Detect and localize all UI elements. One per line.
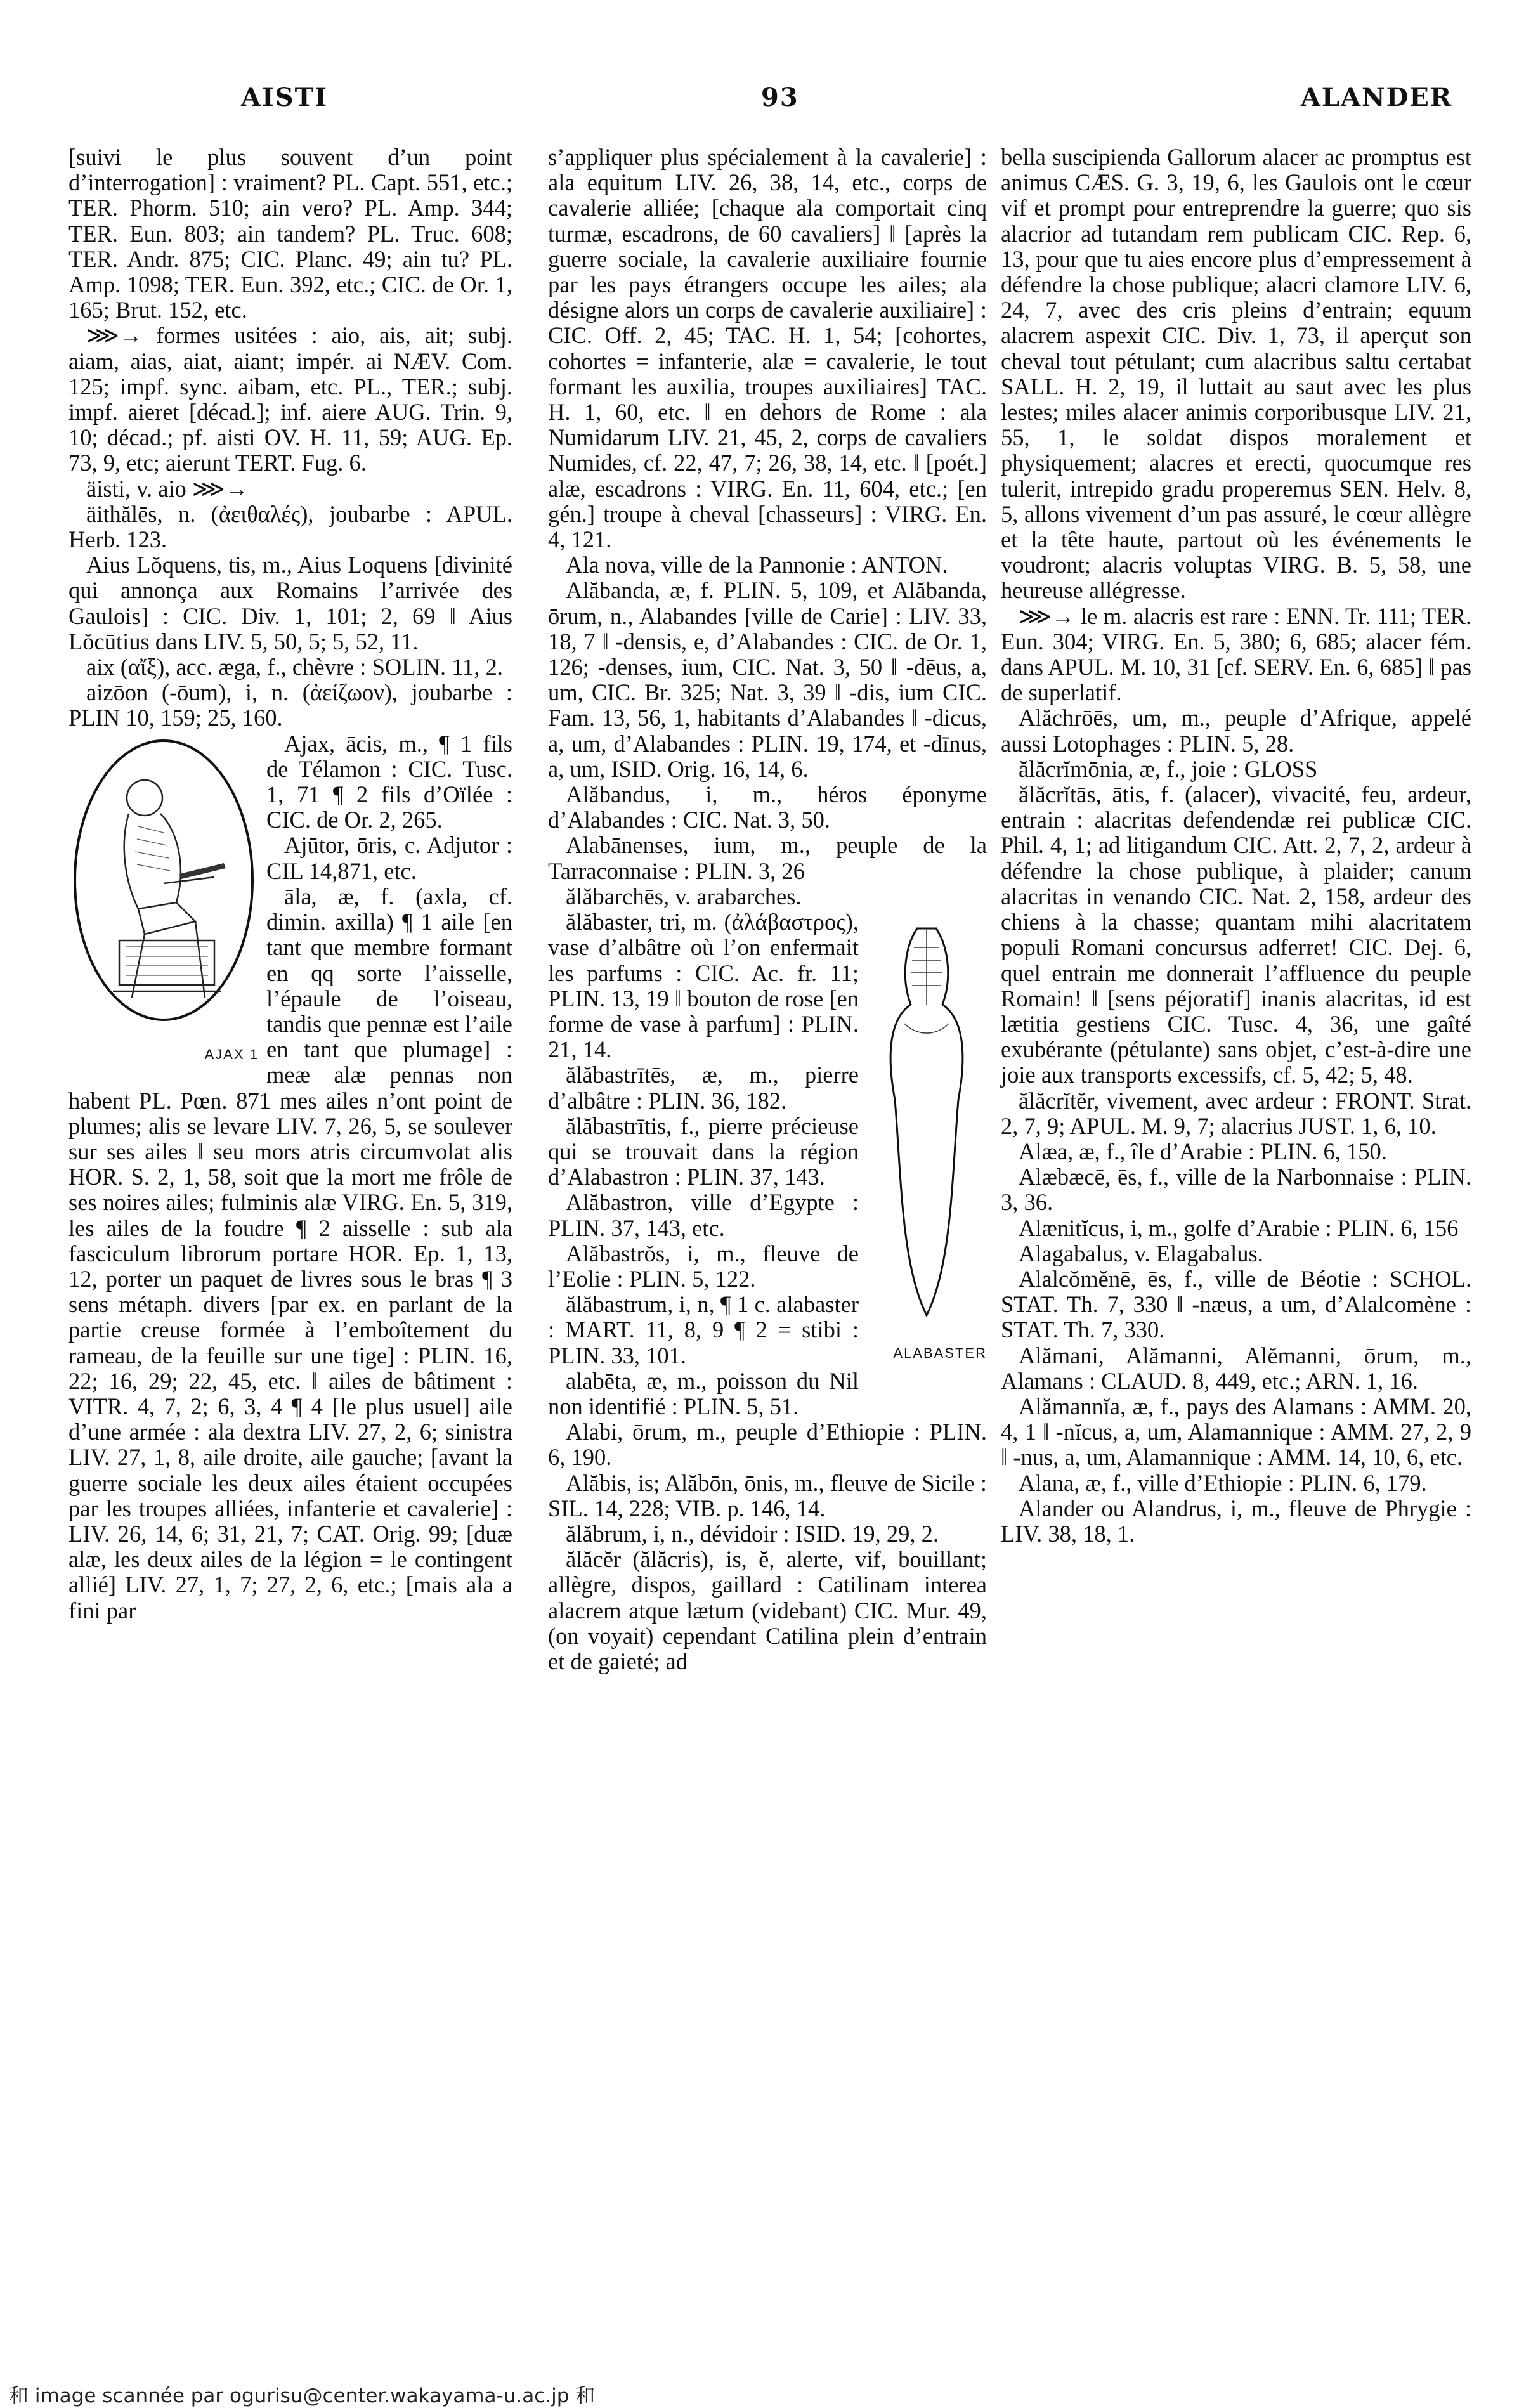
entry-alabrum: ălăbrum, i, n., dévidoir : ISID. 19, 29, 2. [566,1520,939,1547]
entry-alabis: Alăbis, is; Alăbōn, ōnis, m., fleuve de Sicile : SIL. 14, 228; VIB. p. 146, 14. [548,1469,987,1521]
entry-alacrimonia: ălăcrĭmōnia, æ, f., joie : GLOSS [1019,755,1318,782]
entry-ajutor: Ajūtor, ōris, c. Adjutor : CIL 14,871, etc. [266,832,512,884]
scan-credit-footer: 和 image scannée par ogurisu@center.wakayama-u.ac.jp 和 [9,2385,596,2407]
entry-alabeta: alabēta, æ, m., poisson du Nil non identifié : PLIN. 5, 51. [548,1367,859,1419]
entry-alacer: ălăcĕr (ălăcris), is, ĕ, alerte, vif, bouillant; allègre, dispos, gaillard : Catilinam interea alacrem atque lætum (videbant) CIC. Mur. 49, (on voyait) cependant Catilina plein d’entrain et de gaieté; ad [548,1546,987,1674]
entry-aithales: äithălēs, n. (ἀειθαλές), joubarbe : APUL. Herb. 123. [68,500,512,553]
entry-alacer-continued: bella suscipienda Gallorum alacer ac promptus est animus CÆS. G. 3, 19, 6, les Gaulois ont le cœur vif et prompt pour entreprendre la guerre; quo sis alacrior ad tutandam rem publicam CIC. Rep. 6, 13, pour que tu aies encore plus d’empressement à défendre la chose publique; alacri clamore LIV. 6, 24, 7, avec des cris pleins d’entrain; equum alacrem aspexit CIC. Div. 1, 73, il aperçut son cheval tout pétulant; cum alacribus saltu certabat SALL. H. 2, 19, il luttait au saut avec les plus lestes; miles alacer animis corporibusque LIV. 21, 55, 1, le soldat dispos moralement et physiquement; alacres et erecti, quocumque res tulerit, intrepido gradu properemus SEN. Helv. 8, 5, allons vivement d’un pas assuré, le cœur allègre et la tête haute, partout où les événements le voudront; alacris voluptas VIRG. B. 5, 58, une heureuse allégresse. [1001,144,1471,604]
entry-alaeniticus: Alænitĭcus, i, m., golfe d’Arabie : PLIN. 6, 156 [1019,1214,1459,1241]
column-right [1001,145,1471,1547]
header-left-word: AISTI [241,82,329,112]
entry-forms-note: ⋙→ formes usitées : aio, ais, ait; subj. aiam, aias, aiat, aiant; impér. ai NÆV. Com. 125; impf. sync. aibam, etc. PL., TER.; subj. impf. aieret [décad.]; inf. aiere AUG. Trin. 9, 10; décad.; pf. aisti OV. H. 11, 59; AUG. Ep. 73, 9, etc; aierunt TERT. Fug. 6. [68,322,512,476]
alabaster-caption: ALABASTER [893,1345,987,1362]
entry-alander: Alander ou Alandrus, i, m., fleuve de Phrygie : LIV. 38, 18, 1. [1001,1495,1471,1547]
entry-alagabalus: Alagabalus, v. Elagabalus. [1019,1240,1263,1266]
entry-alabanenses: Alabānenses, ium, m., peuple de la Tarraconnaise : PLIN. 3, 26 [548,832,987,884]
entry-alabastrum: ălăbastrum, i, n, ¶ 1 c. alabaster : MART. 11, 8, 9 ¶ 2 = stibi : PLIN. 33, 101. [548,1291,859,1369]
entry-alabi: Alabi, ōrum, m., peuple d’Ethiopie : PLIN. 6, 190. [548,1419,987,1471]
entry-alabandus: Alăbandus, i, m., héros éponyme d’Alabandes : CIC. Nat. 3, 50. [548,781,987,833]
entry-alamannia: Alămannĭa, æ, f., pays des Alamans : AMM. 20, 4, 1 ‖ -nĭcus, a, um, Alamannique : AMM. 27, 2, 9 ‖ -nus, a, um, Alamannique : AMM. 14, 10, 6, etc. [1001,1393,1471,1471]
entry-alabanda: Alăbanda, æ, f. PLIN. 5, 109, et Alăbanda, ōrum, n., Alabandes [ville de Carie] : LIV. 33, 18, 7 ‖ -densis, e, d’Alabandes : CIC. de Or. 1, 126; -denses, ium, CIC. Nat. 3, 50 ‖ -dēus, a, um, CIC. Br. 325; Nat. 3, 39 ‖ -dis, ium CIC. Fam. 13, 56, 1, habitants d’Alabandes ‖ -dicus, a, um, d’Alabandes : PLIN. 19, 174, et -dīnus, a, um, ISID. Orig. 16, 14, 6. [548,577,987,782]
entry-alana: Alana, æ, f., ville d’Ethiopie : PLIN. 6, 179. [1019,1469,1427,1496]
entry-ala-continued: s’appliquer plus spécialement à la cavalerie] : ala equitum LIV. 26, 38, 14, etc., corps de cavalerie alliée; [chaque ala comportait cinq turmæ, escadrons, de 60 cavaliers] ‖ [après la guerre sociale, la cavalerie auxiliaire fournie par les pays étrangers occupe les ailes; ala désigne alors un corps de cavalerie auxiliaire] : CIC. Off. 2, 45; TAC. H. 1, 54; [cohortes, cohortes = infanterie, alæ = cavalerie, le tout formant les auxilia, troupes auxiliaires] TAC. H. 1, 60, etc. ‖ en dehors de Rome : ala Numidarum LIV. 21, 45, 2, corps de cavaliers Numides, cf. 22, 47, 7; 26, 38, 14, etc. ‖ [poét.] alæ, escadrons : VIRG. En. 11, 604, etc.; [en gén.] troupe à cheval [chasseurs] : VIRG. En. 4, 121. [548,144,987,553]
entry-alabastritis: ălăbastrītis, f., pierre précieuse qui se trouvait dans la région d’Alabastron : PLIN. 37, 143. [548,1112,859,1190]
entry-continuation: [suivi le plus souvent d’un point d’interrogation] : vraiment? PL. Capt. 551, etc.; TER. Phorm. 510; ain vero? PL. Amp. 344; TER. Eun. 803; ain tandem? PL. Truc. 608; TER. Andr. 875; CIC. Planc. 49; ain tu? PL. Amp. 1098; TER. Eun. 392, etc.; CIC. de Or. 1, 165; Brut. 152, etc. [68,144,512,323]
entry-alacriter: ălăcrĭtĕr, vivement, avec ardeur : FRONT. Strat. 2, 7, 9; APUL. M. 9, 7; alacrius JUST. 1, 6, 10. [1001,1087,1471,1139]
entry-ajax: Ajax, ācis, m., ¶ 1 fils de Télamon : CIC. Tusc. 1, 71 ¶ 2 fils d’Oïlée : CIC. de Or. 2, 265. [266,730,512,833]
entry-alabastrites: ălăbastrītēs, æ, m., pierre d’albâtre : PLIN. 36, 182. [548,1062,859,1114]
entry-ala-nova: Ala nova, ville de la Pannonie : ANTON. [566,552,948,578]
entry-aizoon: aizōon (-ōum), i, n. (ἀείζωον), joubarbe : PLIN 10, 159; 25, 160. [68,679,512,731]
entry-alalcomene: Alalcŏmĕnē, ēs, f., ville de Béotie : SCHOL. STAT. Th. 7, 330 ‖ -næus, a um, d’Alalcomène : STAT. Th. 7, 330. [1001,1265,1471,1343]
entry-alaebaece: Alæbæcē, ēs, f., ville de la Narbonnaise : PLIN. 3, 36. [1001,1164,1471,1216]
entry-alaea: Alæa, æ, f., île d’Arabie : PLIN. 6, 150. [1019,1138,1387,1164]
ajax-illustration [68,731,259,1067]
entry-aius-loquens: Aius Lŏquens, tis, m., Aius Loquens [divinité qui annonça aux Romains l’arrivée des Gaulois] : CIC. Div. 1, 101; 2, 69 ‖ Aius Lŏcūtius dans LIV. 5, 50, 5; 5, 52, 11. [68,552,512,654]
alabaster-illustration [866,909,987,1366]
entry-ala: āla, æ, f. (axla, cf. dimin. axilla) ¶ 1 aile [en tant que membre formant en qq sorte l’aisselle, l’épaule de l’oiseau, tandis que pennæ est l’aile en tant que plumage] : meæ alæ pennas non habent PL. Pœn. 871 mes ailes n’ont point de plumes; alis se levare LIV. 7, 26, 5, se soulever sur ses ailes ‖ seu mors atris circumvolat alis HOR. S. 2, 1, 58, soit que la mort me frôle de ses noires ailes; fulminis alæ VIRG. En. 5, 319, les ailes de la foudre ¶ 2 aisselle : sub ala fasciculum librorum portare HOR. Ep. 1, 13, 12, porter un paquet de livres sous le bras ¶ 3 sens métaph. divers [par ex. en parlant de la partie creuse formée à l’emboîtement du rameau, de la feuille sur une tige] : PLIN. 16, 22; 16, 29; 22, 45, etc. ‖ ailes de bâtiment : VITR. 4, 7, 2; 6, 3, 4 ¶ 4 [le plus usuel] aile d’une armée : ala dextra LIV. 27, 2, 6; sinistra LIV. 27, 1, 8, aile droite, aile gauche; [avant la guerre sociale les deux ailes étaient occupées par les troupes alliées, infanterie et cavalerie] : LIV. 26, 14, 6; 31, 21, 7; CAT. Orig. 99; [duæ alæ, les deux ailes de la légion = le contingent allié] LIV. 27, 1, 7; 27, 2, 6, etc.; [mais ala a fini par [68,883,512,1624]
entry-alabastros: Alăbastrŏs, i, m., fleuve de l’Eolie : PLIN. 5, 122. [548,1240,859,1292]
column-left [68,145,512,1624]
page-number: 93 [761,82,799,112]
entry-alacritas: ălăcrĭtās, ātis, f. (alacer), vivacité, feu, ardeur, entrain : alacritas defendendæ rei publicæ CIC. Phil. 4, 1; ad litigandum CIC. Att. 2, 7, 2, ardeur à défendre la chose publique, à plaider; canum alacritas in venando CIC. Nat. 2, 158, ardeur des chiens à la chasse; quantam mihi alacritatem populi Romani concursus adferret! CIC. Dej. 6, quel entrain me donnerait l’affluence du peuple Romain! ‖ [sens péjoratif] inanis alacritas, id est lætitia gestiens CIC. Tusc. 4, 36, une gaîté exubérante (pétulante) sans objet, c’est-à-dire une joie aux transports excessifs, cf. 5, 42; 5, 48. [1001,781,1471,1088]
entry-aisti: äisti, v. aio ⋙→ [86,475,249,502]
entry-alacer-note: ⋙→ le m. alacris est rare : ENN. Tr. 111; TER. Eun. 304; VIRG. En. 5, 380; 6, 685; alacer fém. dans APUL. M. 10, 31 [cf. SERV. En. 6, 685] ‖ pas de superlatif. [1001,602,1471,706]
column-middle [548,145,987,1674]
running-header [241,82,1452,127]
entry-alabaster: ălăbaster, tri, m. (ἀλάβαστρος), vase d’albâtre où l’on enfermait les parfums : CIC. Ac. fr. 11; PLIN. 13, 19 ‖ bouton de rose [en forme de vase à parfum] : PLIN. 21, 14. [548,909,859,1063]
ajax-caption: AJAX 1 [204,1046,259,1062]
header-right-word: ALANDER [1300,82,1452,112]
entry-alabarches: ălăbarchēs, v. arabarches. [566,883,802,909]
entry-aix: aix (αἴξ), acc. æga, f., chèvre : SOLIN. 11, 2. [86,654,504,680]
ajax-engraving [68,731,259,1042]
entry-alamani: Alămani, Alămanni, Alĕmanni, ōrum, m., Alamans : CLAUD. 8, 449, etc.; ARN. 1, 16. [1001,1342,1471,1394]
alabaster-vase-drawing [866,909,987,1341]
entry-alabastron: Alăbastron, ville d’Egypte : PLIN. 37, 143, etc. [548,1189,859,1241]
entry-alachroes: Alăchrōēs, um, m., peuple d’Afrique, appelé aussi Lotophages : PLIN. 5, 28. [1001,705,1471,757]
